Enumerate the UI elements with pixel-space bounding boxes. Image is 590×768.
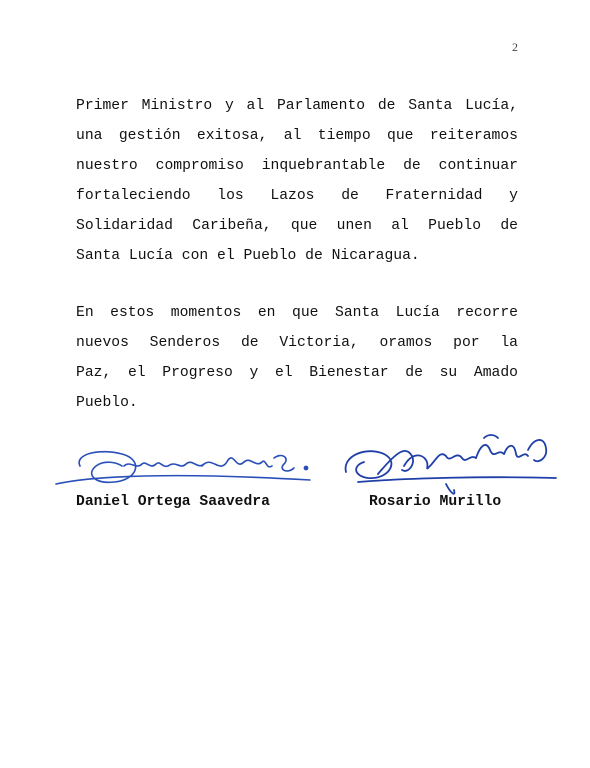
handwritten-signature-ortega: [52, 436, 322, 496]
paragraph-line: nuevos Senderos de Victoria, oramos por la: [76, 334, 518, 351]
paragraph-line: Solidaridad Caribeña, que unen al Pueblo de: [76, 217, 518, 234]
paragraph-line: nuestro compromiso inquebrantable de continuar: [76, 157, 518, 174]
paragraph-line: Pueblo.: [76, 394, 138, 411]
paragraph-line: En estos momentos en que Santa Lucía recorre: [76, 305, 518, 321]
page-number: 2: [512, 40, 518, 54]
paragraph-line: una gestión exitosa, al tiempo que reiteramos: [76, 127, 518, 144]
paragraph-1: [76, 92, 518, 271]
paragraph-line: Paz, el Progreso y el Bienestar de su Amado: [76, 364, 518, 381]
signer-name-murillo: Rosario Murillo: [369, 494, 502, 510]
paragraph-line: fortaleciendo los Lazos de Fraternidad y: [76, 187, 518, 204]
paragraph-2: [76, 299, 518, 419]
paragraph-line: Santa Lucía con el Pueblo de Nicaragua.: [76, 247, 420, 264]
signature-ortega: [52, 436, 322, 496]
handwritten-signature-murillo: [338, 420, 568, 500]
signer-name-ortega: Daniel Ortega Saavedra: [76, 494, 270, 510]
signature-murillo: [338, 420, 568, 500]
paragraph-line: Primer Ministro y al Parlamento de Santa Lucía,: [76, 98, 518, 114]
